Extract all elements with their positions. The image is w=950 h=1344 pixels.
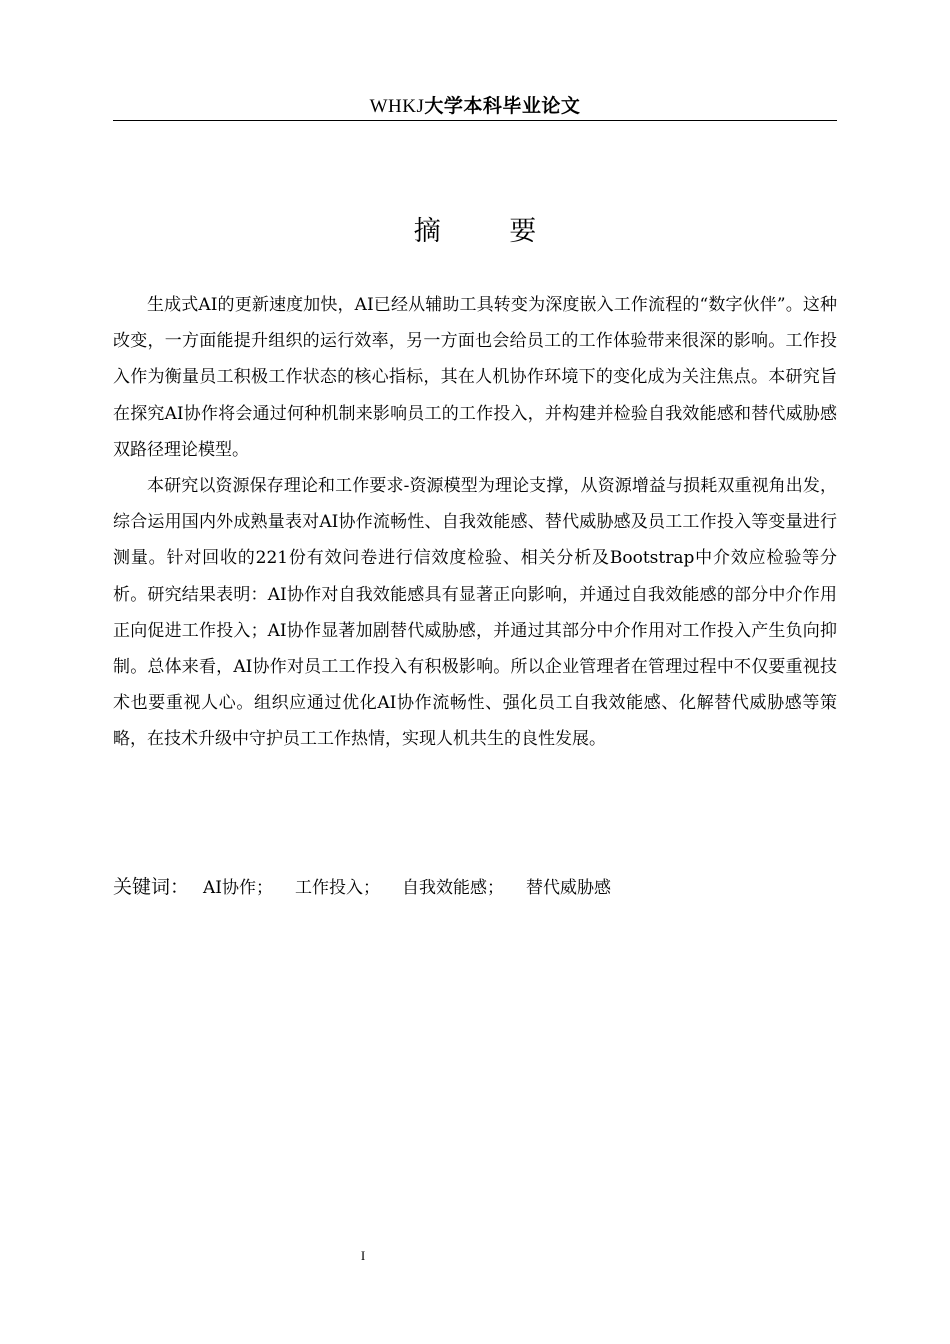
keywords-line (113, 870, 837, 905)
header-title: 大学本科毕业论文 (424, 95, 581, 117)
keyword-item: 工作投入； (295, 878, 381, 898)
abstract-paragraph: 本研究以资源保存理论和工作要求-资源模型为理论支撑，从资源增益与损耗双重视角出发，综合运用国内外成熟量表对AI协作流畅性、自我效能感、替代威胁感及员工工作投入等变量进行测量。针对回收的221份有效问卷进行信效度检验、相关分析及Bootstrap中介效应检验等分析。研究结果表明：AI协作对自我效能感具有显著正向影响，并通过自我效能感的部分中介作用正向促进工作投入；AI协作显著加剧替代威胁感，并通过其部分中介作用对工作投入产生负向抑制。总体来看，AI协作对员工工作投入有积极影响。所以企业管理者在管理过程中不仅要重视技术也要重视人心。组织应通过优化AI协作流畅性、强化员工自我效能感、化解替代威胁感等策略，在技术升级中守护员工工作热情，实现人机共生的良性发展。 (113, 476, 837, 750)
abstract-body (113, 287, 837, 758)
abstract-paragraph: 生成式AI的更新速度加快，AI已经从辅助工具转变为深度嵌入工作流程的“数字伙伴”。这种改变，一方面能提升组织的运行效率，另一方面也会给员工的工作体验带来很深的影响。工作投入作为衡量员工积极工作状态的核心指标，其在人机协作环境下的变化成为关注焦点。本研究旨在探究AI协作将会通过何种机制来影响员工的工作投入，并构建并检验自我效能感和替代威胁感双路径理论模型。 (113, 295, 837, 460)
header-rule (113, 120, 837, 121)
header-code: WHKJ (369, 96, 425, 117)
keyword-item: AI协作； (203, 878, 274, 898)
running-header (113, 93, 837, 120)
keyword-item: 自我效能感； (402, 878, 505, 898)
page-number: I (360, 1248, 366, 1263)
keywords-label: 关键词： (113, 876, 190, 898)
abstract-title: 摘 要 (413, 216, 567, 247)
keyword-item: 替代威胁感 (526, 878, 612, 898)
